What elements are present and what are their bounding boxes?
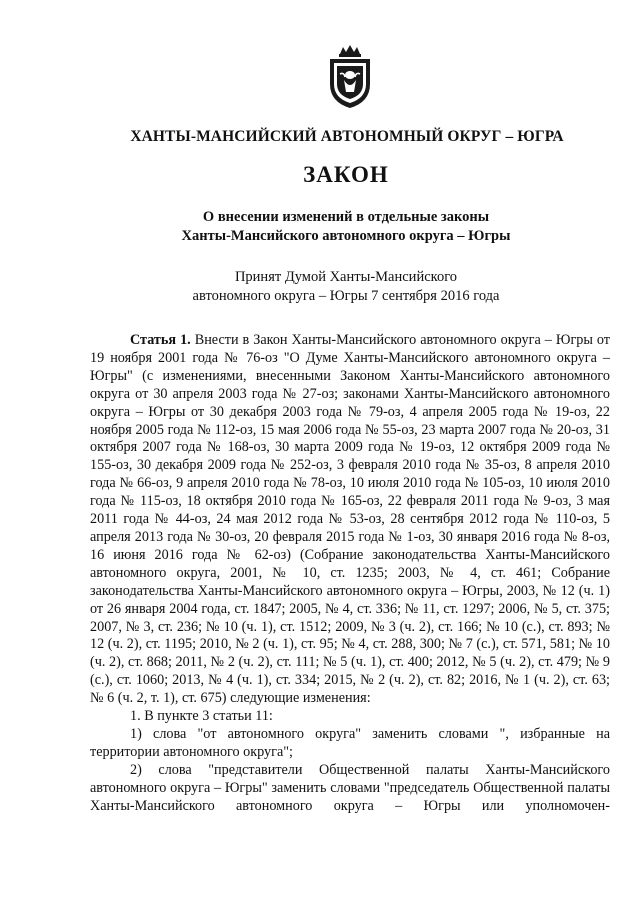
region-title: ХАНТЫ-МАНСИЙСКИЙ АВТОНОМНЫЙ ОКРУГ – ЮГРА bbox=[130, 128, 564, 145]
item-1-subitem-1: 1) слова "от автономного округа" заменить словами ", избранные на территории автономного округа"; bbox=[90, 725, 610, 760]
item-1-subitem-2: 2) слова "представители Общественной палаты Ханты-Мансийского автономного округа – Югры" заменить словами "председатель Общественной палаты Ханты-Мансийского автономного округа – Югры или уполномочен- bbox=[90, 761, 610, 814]
emblem bbox=[90, 44, 610, 114]
law-body bbox=[90, 332, 610, 815]
item-1: 1. В пункте 3 статьи 11: bbox=[130, 708, 273, 725]
law-title: ЗАКОН bbox=[303, 162, 389, 187]
law-subject-line-1: О внесении изменений в отдельные законы bbox=[202, 209, 490, 225]
adoption-note-line-2: автономного округа – Югры 7 сентября 2016 года bbox=[192, 288, 500, 304]
adoption-note bbox=[90, 268, 602, 306]
adoption-note-line-1: Принят Думой Ханты-Мансийского bbox=[234, 269, 458, 285]
article-1-paragraph bbox=[90, 332, 610, 708]
article-label: Статья 1. bbox=[130, 332, 191, 348]
law-subject bbox=[90, 208, 602, 246]
law-subject-line-2: Ханты-Мансийского автономного округа – Югры bbox=[181, 228, 511, 244]
article-text: Внести в Закон Ханты-Мансийского автономного округа – Югры от 19 ноября 2001 года № 76-оз "О Думе Ханты-Мансийского автономного округа – Югры" (с изменениями, внесенными Законом Ханты-Мансийского автономного округа от 30 апреля 2003 года № 27-оз; законами Ханты-Мансийского автономного округа – Югры от 30 декабря 2003 года № 79-оз, 4 апреля 2005 года № 19-оз, 22 ноября 2005 года № 112-оз, 15 мая 2006 года № 55-оз, 23 марта 2007 года № 20-оз, 31 октября 2007 года № 168-оз, 30 марта 2009 года № 19-оз, 12 октября 2009 года № 155-оз, 30 декабря 2009 года № 252-оз, 3 февраля 2010 года № 35-оз, 8 апреля 2010 года № 66-оз, 9 апреля 2010 года № 78-оз, 10 июля 2010 года № 105-оз, 10 июля 2010 года № 115-оз, 18 октября 2010 года № 165-оз, 22 февраля 2011 года № 9-оз, 3 мая 2011 года № 44-оз, 24 мая 2012 года № 53-оз, 28 сентября 2012 года № 110-оз, 5 апреля 2013 года № 30-оз, 20 февраля 2015 года № 1-оз, 30 января 2016 года № 8-оз, 16 июня 2016 года № 62-оз) (Собрание законодательства Ханты-Мансийского автономного округа, 2001, № 10, ст. 1235; 2003, № 4, ст. 461; Собрание законодательства Ханты-Мансийского автономного округа – Югры, 2003, № 12 (ч. 1) от 26 января 2004 года, ст. 1847; 2005, № 4, ст. 336; № 11, ст. 1297; 2006, № 5, ст. 375; 2007, № 3, ст. 236; № 10 (ч. 1), ст. 1512; 2009, № 3 (ч. 2), ст. 166; № 10 (с.), ст. 893; № 12 (ч. 2), ст. 1195; 2010, № 2 (ч. 1), ст. 95; № 4, ст. 288, 300; № 7 (с.), ст. 571, 581; № 10 (ч. 2), ст. 868; 2011, № 2 (ч. 2), ст. 111; № 5 (ч. 1), ст. 400; 2012, № 5 (ч. 2), ст. 479; № 9 (с.), ст. 1060; 2013, № 4 (ч. 1), ст. 334; 2015, № 2 (ч. 2), ст. 82; 2016, № 1 (ч. 2), ст. 63; № 6 (ч. 2, т. 1), ст. 675) следующие изменения: bbox=[90, 332, 611, 707]
coat-of-arms-icon bbox=[324, 44, 376, 110]
